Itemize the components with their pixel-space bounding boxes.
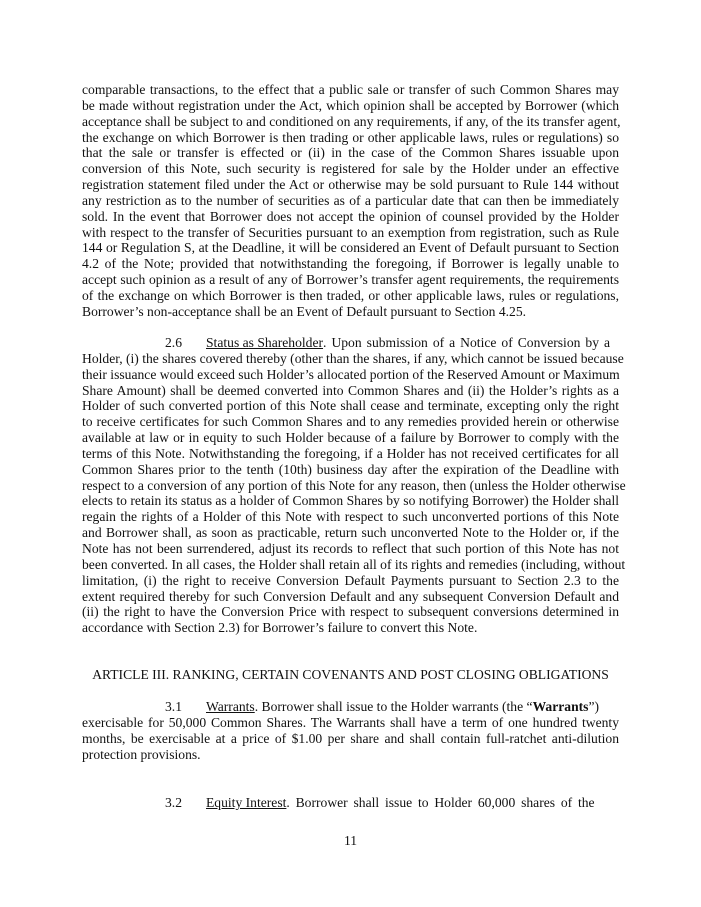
text-line: available at law or in equity to such Holder because of a failure by Borrower to comply with the (82, 430, 619, 446)
text-line: conversion of this Note, such security is registered for sale by the Holder under an effective (82, 161, 619, 177)
text-line: that the sale or transfer is effected or (ii) in the case of the Common Shares issuable upon (82, 145, 619, 161)
section-text: . Borrower shall issue to Holder 60,000 shares of the (286, 795, 595, 810)
section-3-1-warrants (82, 699, 619, 762)
text-line: Share Amount) shall be deemed converted into Common Shares and (ii) the Holder’s rights as a (82, 382, 619, 398)
text-line: comparable transactions, to the effect that a public sale or transfer of such Common Shares may (82, 82, 619, 97)
text-line: months, be exercisable at a price of $1.00 per share and shall contain full-ratchet anti-dilution (82, 730, 619, 746)
page-number: 11 (343, 833, 358, 848)
paragraph-opinion-of-counsel (82, 82, 619, 320)
text-line: Note has not been surrendered, adjust its records to reflect that such portion of this Note has not (82, 540, 619, 556)
text-line: of the exchange on which Borrower is then traded, or other applicable laws, rules or regulations, (82, 287, 619, 303)
section-number: 3.1 (165, 699, 182, 714)
text-line: Holder of such converted portion of this Note shall cease and terminate, excepting only the right (82, 398, 619, 414)
section-title: Warrants (206, 699, 255, 714)
text-line: acceptance shall be subject to and conditioned on any requirements, if any, of the its transfer agent, (82, 113, 621, 129)
text-line: respect to a conversion of any portion of this Note for any reason, then (unless the Holder otherwise (82, 477, 626, 493)
section-title: Equity Interest (206, 795, 287, 810)
text-line: their issuance would exceed such Holder’s allocated portion of the Reserved Amount or Maximum (82, 366, 620, 382)
text-line: terms of this Note. Notwithstanding the foregoing, if a Holder has not received certificates for all (82, 445, 619, 461)
text-line: to receive certificates for such Common Shares and to any remedies provided herein or otherwise (82, 414, 619, 430)
text-line: the exchange on which Borrower is then trading or other applicable laws, rules or regulations) so (82, 129, 619, 145)
text-line: and Borrower shall, as soon as practicable, return such unconverted Note to the Holder or, if the (82, 525, 619, 541)
article-heading: ARTICLE III. RANKING, CERTAIN COVENANTS AND POST CLOSING OBLIGATIONS (92, 667, 609, 682)
section-text: ”) (588, 699, 600, 714)
section-first-line (82, 795, 619, 811)
text-line: protection provisions. (82, 746, 201, 762)
defined-term: Warrants (532, 699, 589, 714)
text-line: Borrower’s non-acceptance shall be an Event of Default pursuant to Section 4.25. (82, 303, 527, 319)
text-line: with respect to the transfer of Securities pursuant to an exemption from registration, such as Rule (82, 224, 619, 240)
text-line: extent required thereby for such Conversion Default and any subsequent Conversion Default and (82, 588, 619, 604)
text-line: accept such opinion as a result of any of Borrower’s transfer agent requirements, the requirements (82, 272, 619, 288)
section-text: . Borrower shall issue to the Holder warrants (the “ (254, 699, 533, 714)
text-line: elects to retain its status as a holder of Common Shares by so notifying Borrower) the Holder shall (82, 493, 619, 509)
text-line: been converted. In all cases, the Holder shall retain all of its rights and remedies (including, without (82, 556, 626, 572)
text-line: Holder, (i) the shares covered thereby (other than the shares, if any, which cannot be issued because (82, 350, 624, 366)
text-line: Common Shares prior to the tenth (10th) business day after the expiration of the Deadline with (82, 461, 619, 477)
text-line: registration statement filed under the Act or otherwise may be sold pursuant to Rule 144 without (82, 177, 619, 193)
section-text: . Upon submission of a Notice of Conversion by a (323, 335, 611, 350)
text-line: sold. In the event that Borrower does not accept the opinion of counsel provided by the Holder (82, 208, 619, 224)
section-number: 2.6 (165, 335, 182, 350)
text-line: any restriction as to the number of securities as of a particular date that can then be immediately (82, 192, 619, 208)
text-line: (ii) the right to have the Conversion Price with respect to subsequent conversions determined in (82, 604, 619, 620)
text-line: limitation, (i) the right to receive Conversion Default Payments pursuant to Section 2.3 to the (82, 572, 619, 588)
section-number: 3.2 (165, 795, 182, 810)
section-first-line (82, 335, 619, 351)
text-line: 4.2 of the Note; provided that notwithstanding the foregoing, if Borrower is legally unable to (82, 256, 619, 272)
section-3-2-equity-interest (82, 795, 619, 811)
text-line: regain the rights of a Holder of this Note with respect to such unconverted portions of this Note (82, 509, 619, 525)
text-line: accordance with Section 2.3) for Borrower’s failure to convert this Note. (82, 620, 478, 636)
section-first-line (82, 699, 619, 715)
section-title: Status as Shareholder (206, 335, 324, 350)
text-line: exercisable for 50,000 Common Shares. The Warrants shall have a term of one hundred twenty (82, 714, 619, 730)
text-line: be made without registration under the Act, which opinion shall be accepted by Borrower (which (82, 97, 619, 113)
text-line: 144 or Regulation S, at the Deadline, it will be considered an Event of Default pursuant to Section (82, 240, 619, 256)
section-2-6-status-as-shareholder (82, 335, 626, 636)
